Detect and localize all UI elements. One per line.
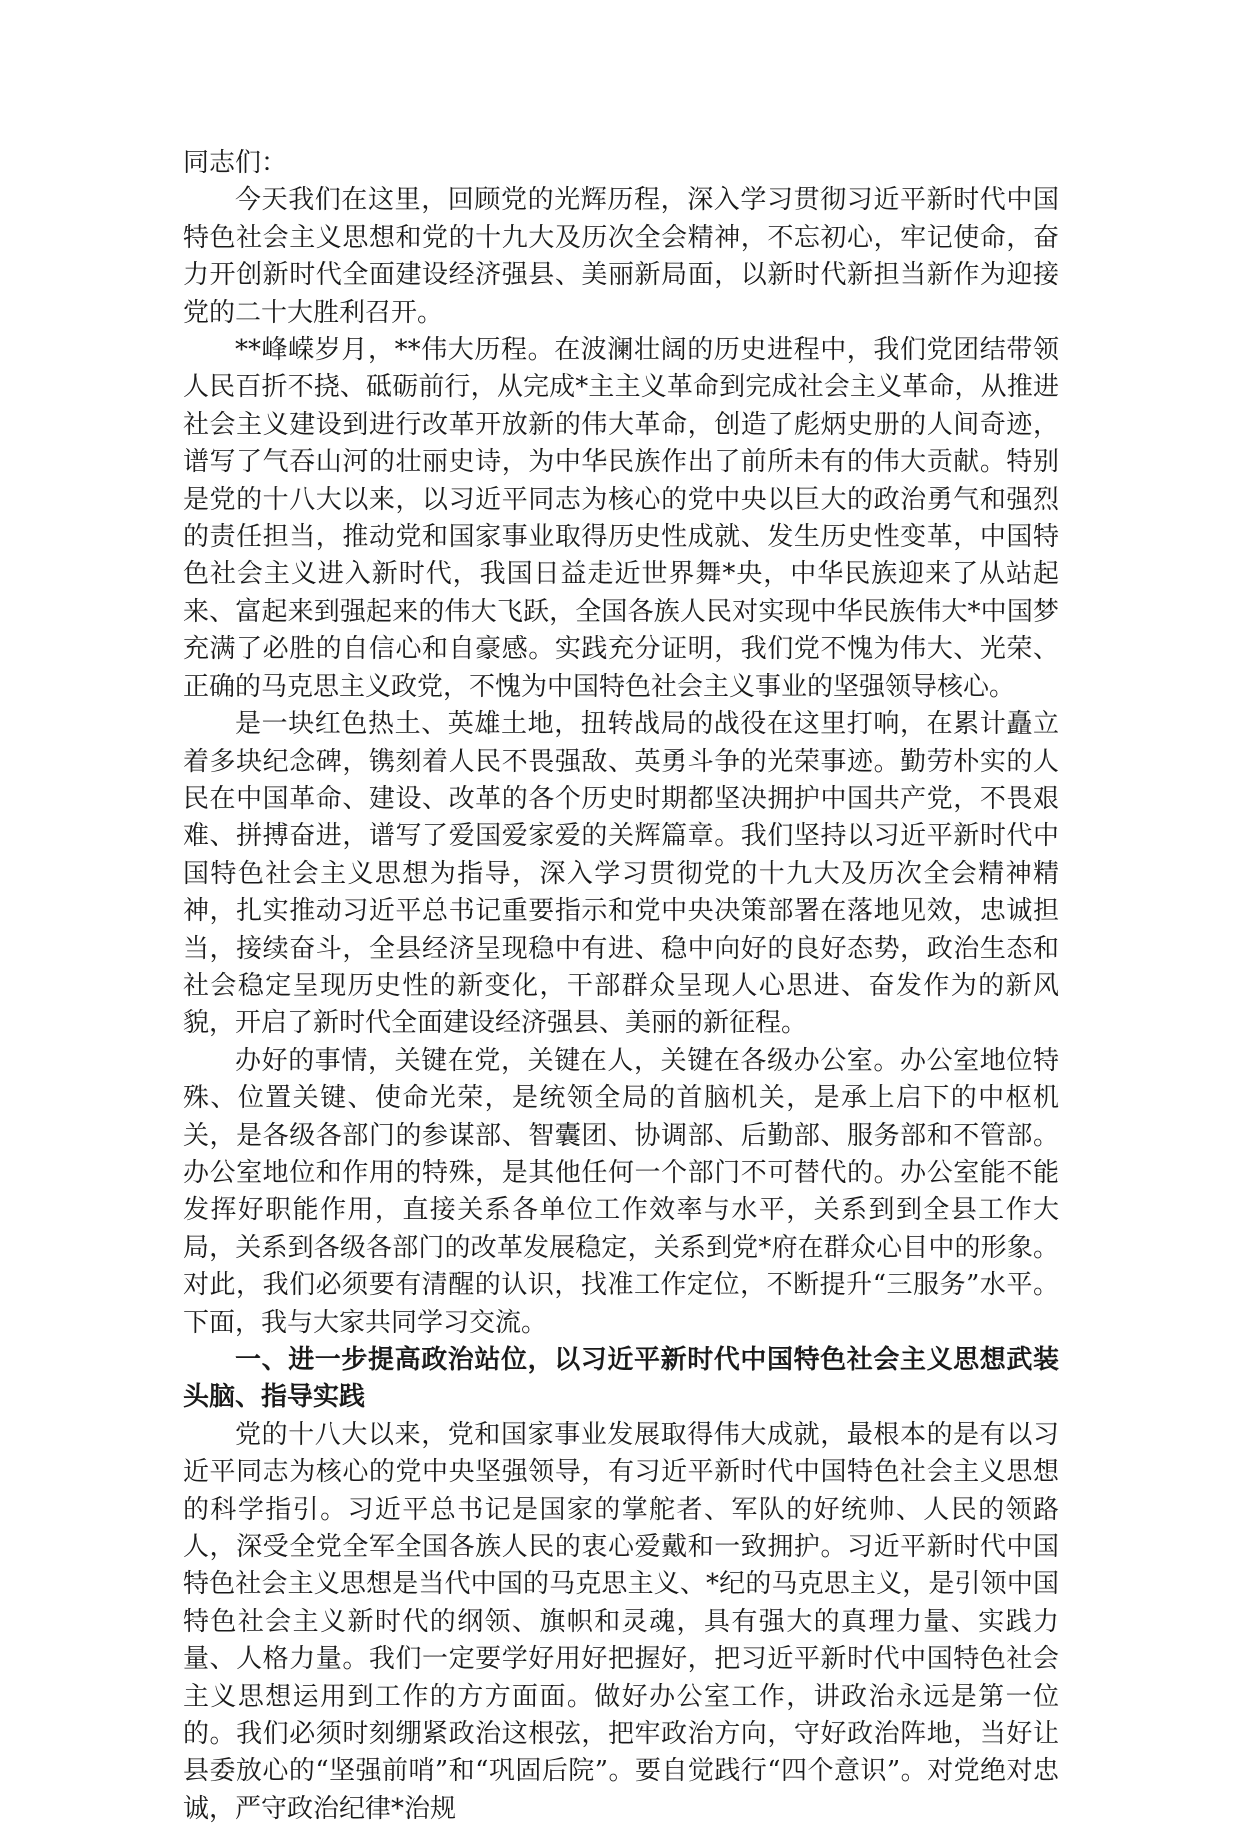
document-page xyxy=(183,145,1059,1828)
salutation: 同志们： xyxy=(183,148,288,178)
paragraph-opening: 今天我们在这里，回顾党的光辉历程，深入学习贯彻习近平新时代中国特色社会主义思想和党的十九大及历次全会精神，不忘初心，牢记使命，奋力开创新时代全面建设经济强县、美丽新局面，以新时代新担当新作为迎接党的二十大胜利召开。 xyxy=(183,185,1059,328)
paragraph-history: **峰嵘岁月，**伟大历程。在波澜壮阔的历史进程中，我们党团结带领人民百折不挠、砥砺前行，从完成*主主义革命到完成社会主义革命，从推进社会主义建设到进行改革开放新的伟大革命，创造了彪炳史册的人间奇迹，谱写了气吞山河的壮丽史诗，为中华民族作出了前所未有的伟大贡献。特别是党的十八大以来，以习近平同志为核心的党中央以巨大的政治勇气和强烈的责任担当，推动党和国家事业取得历史性成就、发生历史性变革，中国特色社会主义进入新时代，我国日益走近世界舞*央，中华民族迎来了从站起来、富起来到强起来的伟大飞跃，全国各族人民对实现中华民族伟大*中国梦充满了必胜的自信心和自豪感。实践充分证明，我们党不愧为伟大、光荣、正确的马克思主义政党，不愧为中国特色社会主义事业的坚强领导核心。 xyxy=(183,335,1059,702)
section-heading-1: 一、进一步提高政治站位，以习近平新时代中国特色社会主义思想武装头脑、指导实践 xyxy=(183,1345,1059,1413)
paragraph-section-1: 党的十八大以来，党和国家事业发展取得伟大成就，最根本的是有以习近平同志为核心的党中央坚强领导，有习近平新时代中国特色社会主义思想的科学指引。习近平总书记是国家的掌舵者、军队的好统帅、人民的领路人，深受全党全军全国各族人民的衷心爱戴和一致拥护。习近平新时代中国特色社会主义思想是当代中国的马克思主义、*纪的马克思主义，是引领中国特色社会主义新时代的纲领、旗帜和灵魂，具有强大的真理力量、实践力量、人格力量。我们一定要学好用好把握好，把习近平新时代中国特色社会主义思想运用到工作的方方面面。做好办公室工作，讲政治永远是第一位的。我们必须时刻绷紧政治这根弦，把牢政治方向，守好政治阵地，当好让县委放心的“坚强前哨”和“巩固后院”。要自觉践行“四个意识”。对党绝对忠诚，严守政治纪律*治规 xyxy=(183,1419,1059,1824)
paragraph-office-role: 办好的事情，关键在党，关键在人，关键在各级办公室。办公室地位特殊、位置关键、使命光荣，是统领全局的首脑机关，是承上启下的中枢机关，是各级各部门的参谋部、智囊团、协调部、后勤部、服务部和不管部。办公室地位和作用的特殊，是其他任何一个部门不可替代的。办公室能不能发挥好职能作用，直接关系各单位工作效率与水平，关系到到全县工作大局，关系到各级各部门的改革发展稳定，关系到党*府在群众心目中的形象。对此，我们必须要有清醒的认识，找准工作定位，不断提升“三服务”水平。下面，我与大家共同学习交流。 xyxy=(183,1045,1059,1338)
paragraph-red-land: 是一块红色热土、英雄土地，扭转战局的战役在这里打响，在累计矗立着多块纪念碑，镌刻着人民不畏强敌、英勇斗争的光荣事迹。勤劳朴实的人民在中国革命、建设、改革的各个历史时期都坚决拥护中国共产党，不畏艰难、拼搏奋进，谱写了爱国爱家爱的关辉篇章。我们坚持以习近平新时代中国特色社会主义思想为指导，深入学习贯彻党的十九大及历次全会精神精神，扎实推动习近平总书记重要指示和党中央决策部署在落地见效，忠诚担当，接续奋斗，全县经济呈现稳中有进、稳中向好的良好态势，政治生态和社会稳定呈现历史性的新变化，干部群众呈现人心思进、奋发作为的新风貌，开启了新时代全面建设经济强县、美丽的新征程。 xyxy=(183,709,1059,1039)
